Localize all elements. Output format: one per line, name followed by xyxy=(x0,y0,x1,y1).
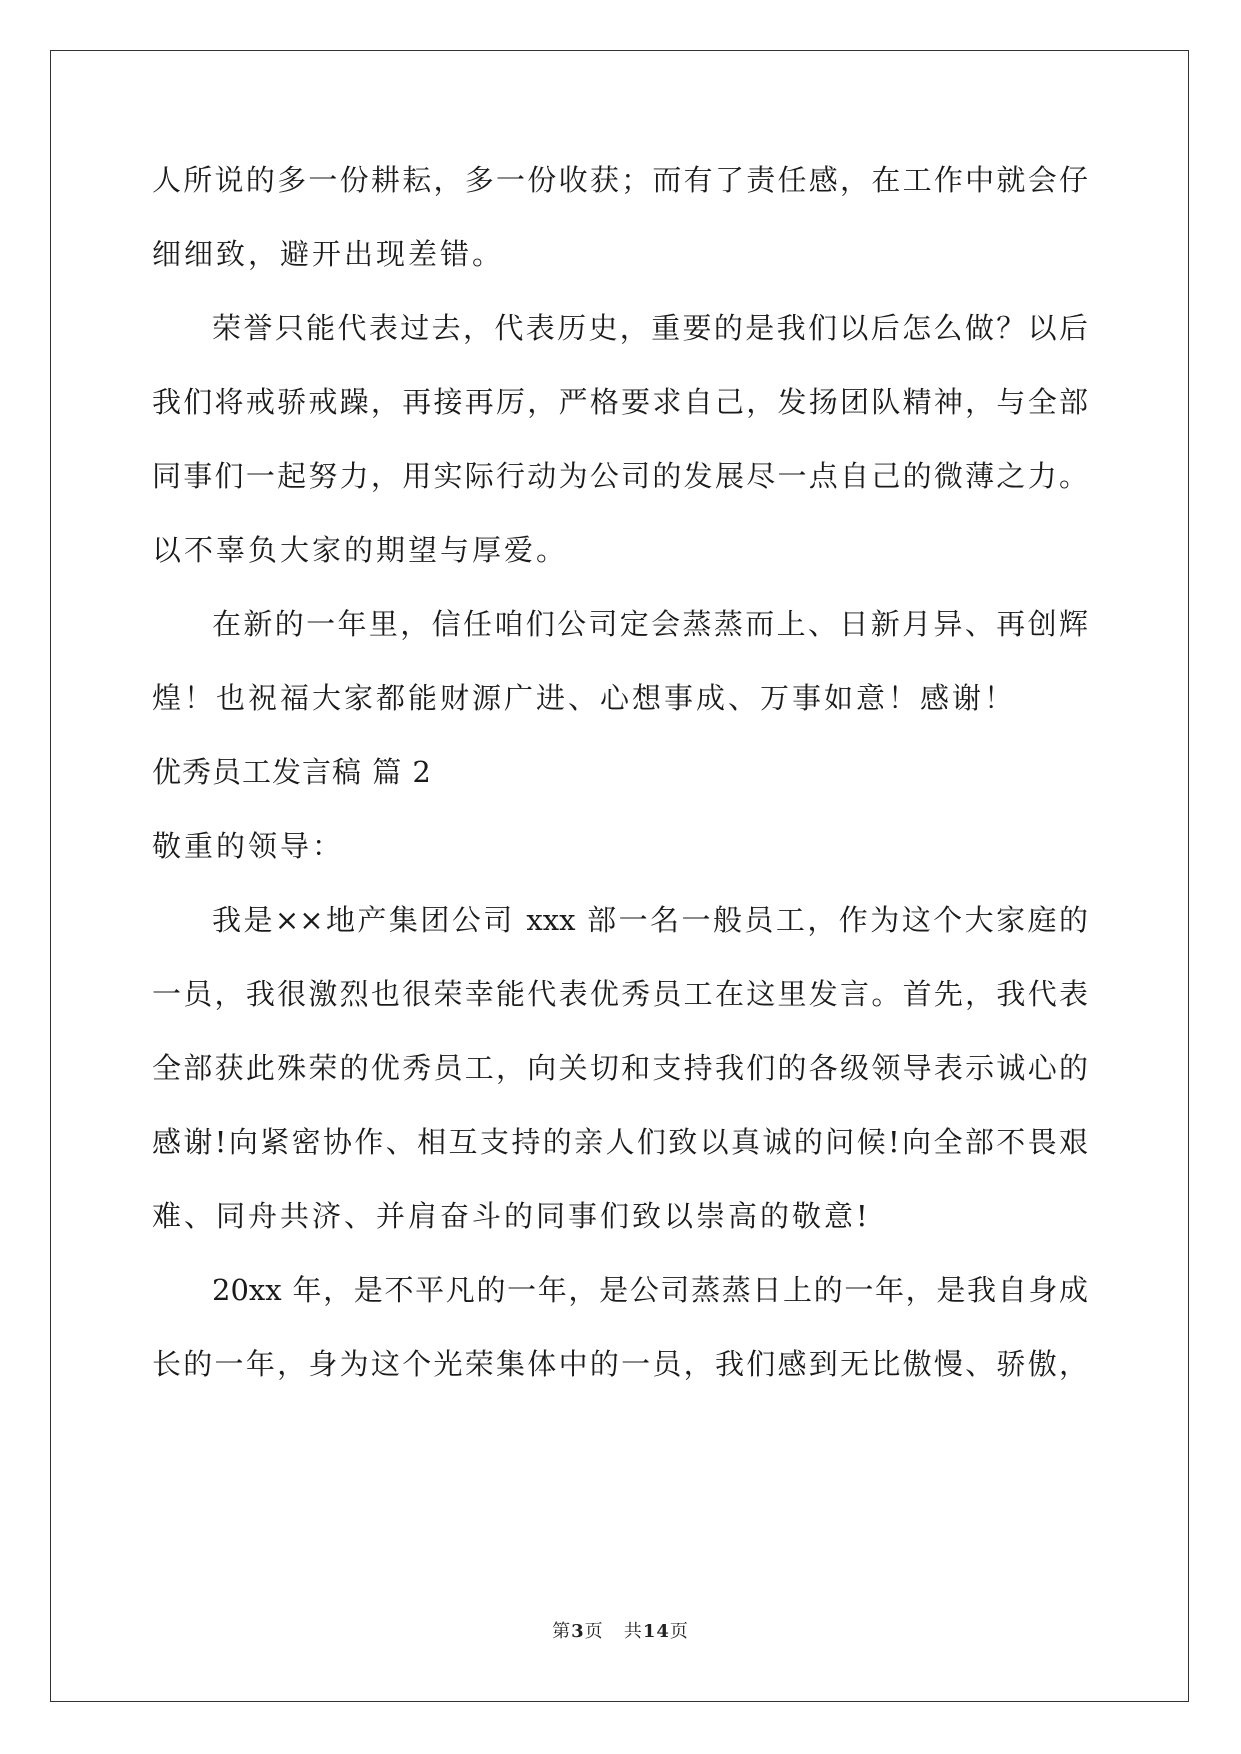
text-line-7: 在新的一年里，信任咱们公司定会蒸蒸而上、日新月异、再创辉 xyxy=(212,607,1088,641)
total-page-count: 14 xyxy=(642,1621,670,1642)
text-line-2: 细细致，避开出现差错。 xyxy=(152,237,505,271)
current-page-number: 3 xyxy=(571,1621,585,1642)
text-line-8: 煌！也祝福大家都能财源广进、心想事成、万事如意！感谢！ xyxy=(152,681,1017,715)
text-line-4: 我们将戒骄戒躁，再接再厉，严格要求自己，发扬团队精神，与全部 xyxy=(152,385,1088,419)
text-line-3: 荣誉只能代表过去，代表历史，重要的是我们以后怎么做？以后 xyxy=(212,311,1088,345)
page-border xyxy=(50,50,1189,1702)
text-line-11: 我是××地产集团公司 xxx 部一名一般员工，作为这个大家庭的 xyxy=(212,903,1088,937)
text-line-15: 难、同舟共济、并肩奋斗的同事们致以崇高的敬意! xyxy=(152,1199,871,1233)
text-line-5: 同事们一起努力，用实际行动为公司的发展尽一点自己的微薄之力。 xyxy=(152,459,1088,493)
salutation: 敬重的领导： xyxy=(152,829,345,863)
text-line-14: 感谢!向紧密协作、相互支持的亲人们致以真诚的问候!向全部不畏艰 xyxy=(152,1125,1088,1159)
footer-prefix: 第 xyxy=(552,1621,572,1642)
page-footer xyxy=(0,1617,1241,1643)
footer-total-unit: 页 xyxy=(669,1621,689,1642)
text-line-6: 以不辜负大家的期望与厚爱。 xyxy=(152,533,569,567)
section-heading: 优秀员工发言稿 篇 2 xyxy=(152,755,432,789)
text-line-16: 20xx 年，是不平凡的一年，是公司蒸蒸日上的一年，是我自身成 xyxy=(212,1273,1088,1307)
text-line-1: 人所说的多一份耕耘，多一份收获；而有了责任感，在工作中就会仔 xyxy=(152,163,1088,197)
text-line-12: 一员，我很激烈也很荣幸能代表优秀员工在这里发言。首先，我代表 xyxy=(152,977,1088,1011)
footer-total-prefix: 共 xyxy=(623,1621,643,1642)
text-line-13: 全部获此殊荣的优秀员工，向关切和支持我们的各级领导表示诚心的 xyxy=(152,1051,1088,1085)
footer-page-unit: 页 xyxy=(584,1621,604,1642)
text-line-17: 长的一年，身为这个光荣集体中的一员，我们感到无比傲慢、骄傲， xyxy=(152,1347,1088,1381)
